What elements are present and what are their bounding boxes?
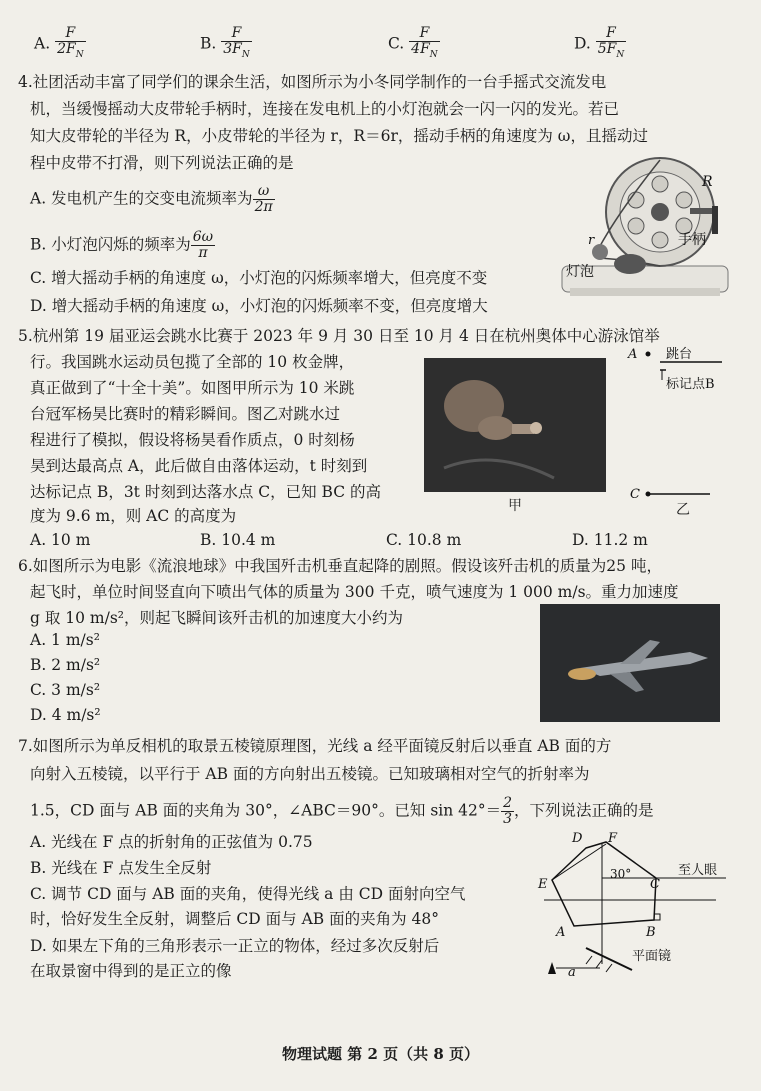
label-A: A bbox=[628, 347, 638, 362]
pentaprism-diagram bbox=[536, 828, 732, 978]
q5-line-4: 台冠军杨昊比赛时的精彩瞬间。图乙对跳水过 bbox=[30, 405, 341, 423]
q7-option-a: A. 光线在 F 点的折射角的正弦值为 0.75 bbox=[30, 833, 313, 851]
q7-option-d-2: 在取景窗中得到的是正立的像 bbox=[30, 962, 232, 980]
q7-line-2: 向射入五棱镜，以平行于 AB 面的方向射出五棱镜。已知玻璃相对空气的折射率为 bbox=[30, 765, 590, 783]
label-angle: 30° bbox=[610, 867, 632, 881]
q5-option-c: C. 10.8 m bbox=[386, 531, 462, 549]
label-mark-B: 标记点B bbox=[666, 377, 715, 392]
q4-line-4: 程中皮带不打滑，则下列说法正确的是 bbox=[30, 154, 294, 172]
page-footer: 物理试题 第 2 页（共 8 页） bbox=[282, 1045, 479, 1063]
q6-option-d: D. 4 m/s² bbox=[30, 706, 101, 724]
diving-diagram bbox=[626, 340, 726, 510]
q4-line-2: 机，当缓慢摇动大皮带轮手柄时，连接在发电机上的小灯泡就会一闪一闪的发光。若已 bbox=[30, 100, 620, 118]
label-F: F bbox=[608, 831, 618, 846]
q5-line-5: 程进行了模拟，假设将杨昊看作质点，0 时刻杨 bbox=[30, 431, 355, 449]
q4-option-c: C. 增大摇动手柄的角速度 ω，小灯泡的闪烁频率增大，但亮度不变 bbox=[30, 269, 488, 287]
label-mirror: 平面镜 bbox=[632, 949, 672, 964]
q4-option-d: D. 增大摇动手柄的角速度 ω，小灯泡的闪烁频率不变，但亮度增大 bbox=[30, 297, 488, 315]
label-R: R bbox=[702, 174, 713, 190]
q6-option-c: C. 3 m/s² bbox=[30, 681, 101, 699]
q6-line-1: 6.如图所示为电影《流浪地球》中我国歼击机垂直起降的剧照。假设该歼击机的质量为25 吨， bbox=[18, 557, 662, 575]
q4-line-3: 知大皮带轮的半径为 R，小皮带轮的半径为 r，R＝6r，摇动手柄的角速度为 ω，且摇动过 bbox=[30, 127, 648, 145]
q5-line-8: 度为 9.6 m，则 AC 的高度为 bbox=[30, 507, 237, 525]
label-handle: 手柄 bbox=[678, 232, 706, 248]
label-A: A bbox=[556, 925, 566, 940]
label-C: C bbox=[650, 877, 660, 892]
label-eye: 至人眼 bbox=[678, 863, 718, 878]
label-a: a bbox=[568, 965, 576, 978]
q7-line-3: 1.5，CD 面与 AB 面的夹角为 30°，∠ABC＝90°。已知 sin 42°＝ $\frac{2}{3}$ ，下列说法正确的是 bbox=[30, 795, 654, 827]
label-D: D bbox=[572, 831, 583, 846]
label-bulb: 灯泡 bbox=[566, 264, 594, 280]
q5-option-b: B. 10.4 m bbox=[200, 531, 276, 549]
q5-option-d: D. 11.2 m bbox=[572, 531, 648, 549]
q6-line-2: 起飞时，单位时间竖直向下喷出气体的质量为 300 千克，喷气速度为 1 000 m/s。重力加速度 bbox=[30, 583, 679, 601]
q3-option-a: A. $\frac{F}{2F_N}$ bbox=[34, 25, 84, 60]
q6-option-a: A. 1 m/s² bbox=[30, 631, 100, 649]
diver-photo bbox=[424, 358, 606, 492]
q5-line-2: 行。我国跳水运动员包揽了全部的 10 枚金牌， bbox=[30, 353, 355, 371]
q4-option-b: B. 小灯泡闪烁的频率为 $\frac{6\omega}{\pi}$ bbox=[30, 229, 214, 261]
fig-yi-label: 乙 bbox=[676, 502, 690, 518]
generator-figure bbox=[560, 150, 732, 300]
q5-line-6: 昊到达最高点 A，此后做自由落体运动，t 时刻到 bbox=[30, 457, 368, 475]
q6-option-b: B. 2 m/s² bbox=[30, 656, 101, 674]
q3-option-b: B. $\frac{F}{3F_N}$ bbox=[200, 25, 250, 60]
q7-option-b: B. 光线在 F 点发生全反射 bbox=[30, 859, 212, 877]
q4-option-a: A. 发电机产生的交变电流频率为 $\frac{\omega}{2\pi}$ bbox=[30, 183, 273, 215]
q5-option-a: A. 10 m bbox=[30, 531, 91, 549]
q7-option-c-2: 时，恰好发生全反射，调整后 CD 面与 AB 面的夹角为 48° bbox=[30, 910, 439, 928]
q7-line-1: 7.如图所示为单反相机的取景五棱镜原理图，光线 a 经平面镜反射后以垂直 AB 面的方 bbox=[18, 737, 612, 755]
label-C: C bbox=[630, 487, 640, 502]
label-r: r bbox=[588, 233, 595, 248]
label-B: B bbox=[646, 925, 656, 940]
q3-option-c: C. $\frac{F}{4F_N}$ bbox=[388, 25, 438, 60]
q7-option-c-1: C. 调节 CD 面与 AB 面的夹角，使得光线 a 由 CD 面射向空气 bbox=[30, 885, 466, 903]
q7-option-d-1: D. 如果左下角的三角形表示一正立的物体，经过多次反射后 bbox=[30, 937, 440, 955]
q6-line-3: g 取 10 m/s²，则起飞瞬间该歼击机的加速度大小约为 bbox=[30, 609, 404, 627]
q5-line-3: 真正做到了“十全十美”。如图甲所示为 10 米跳 bbox=[30, 379, 355, 397]
q5-line-7: 达标记点 B，3t 时刻到达落水点 C，已知 BC 的高 bbox=[30, 483, 382, 501]
q3-option-d: D. $\frac{F}{5F_N}$ bbox=[574, 25, 625, 60]
label-platform: 跳台 bbox=[666, 347, 693, 362]
fig-jia-label: 甲 bbox=[508, 498, 522, 514]
jet-photo bbox=[540, 604, 720, 722]
label-E: E bbox=[538, 877, 548, 892]
q4-line-1: 4.社团活动丰富了同学们的课余生活，如图所示为小冬同学制作的一台手摇式交流发电 bbox=[18, 73, 607, 91]
q5-line-1: 5.杭州第 19 届亚运会跳水比赛于 2023 年 9 月 30 日至 10 月 4 日在杭州奥体中心游泳馆举 bbox=[18, 327, 660, 345]
